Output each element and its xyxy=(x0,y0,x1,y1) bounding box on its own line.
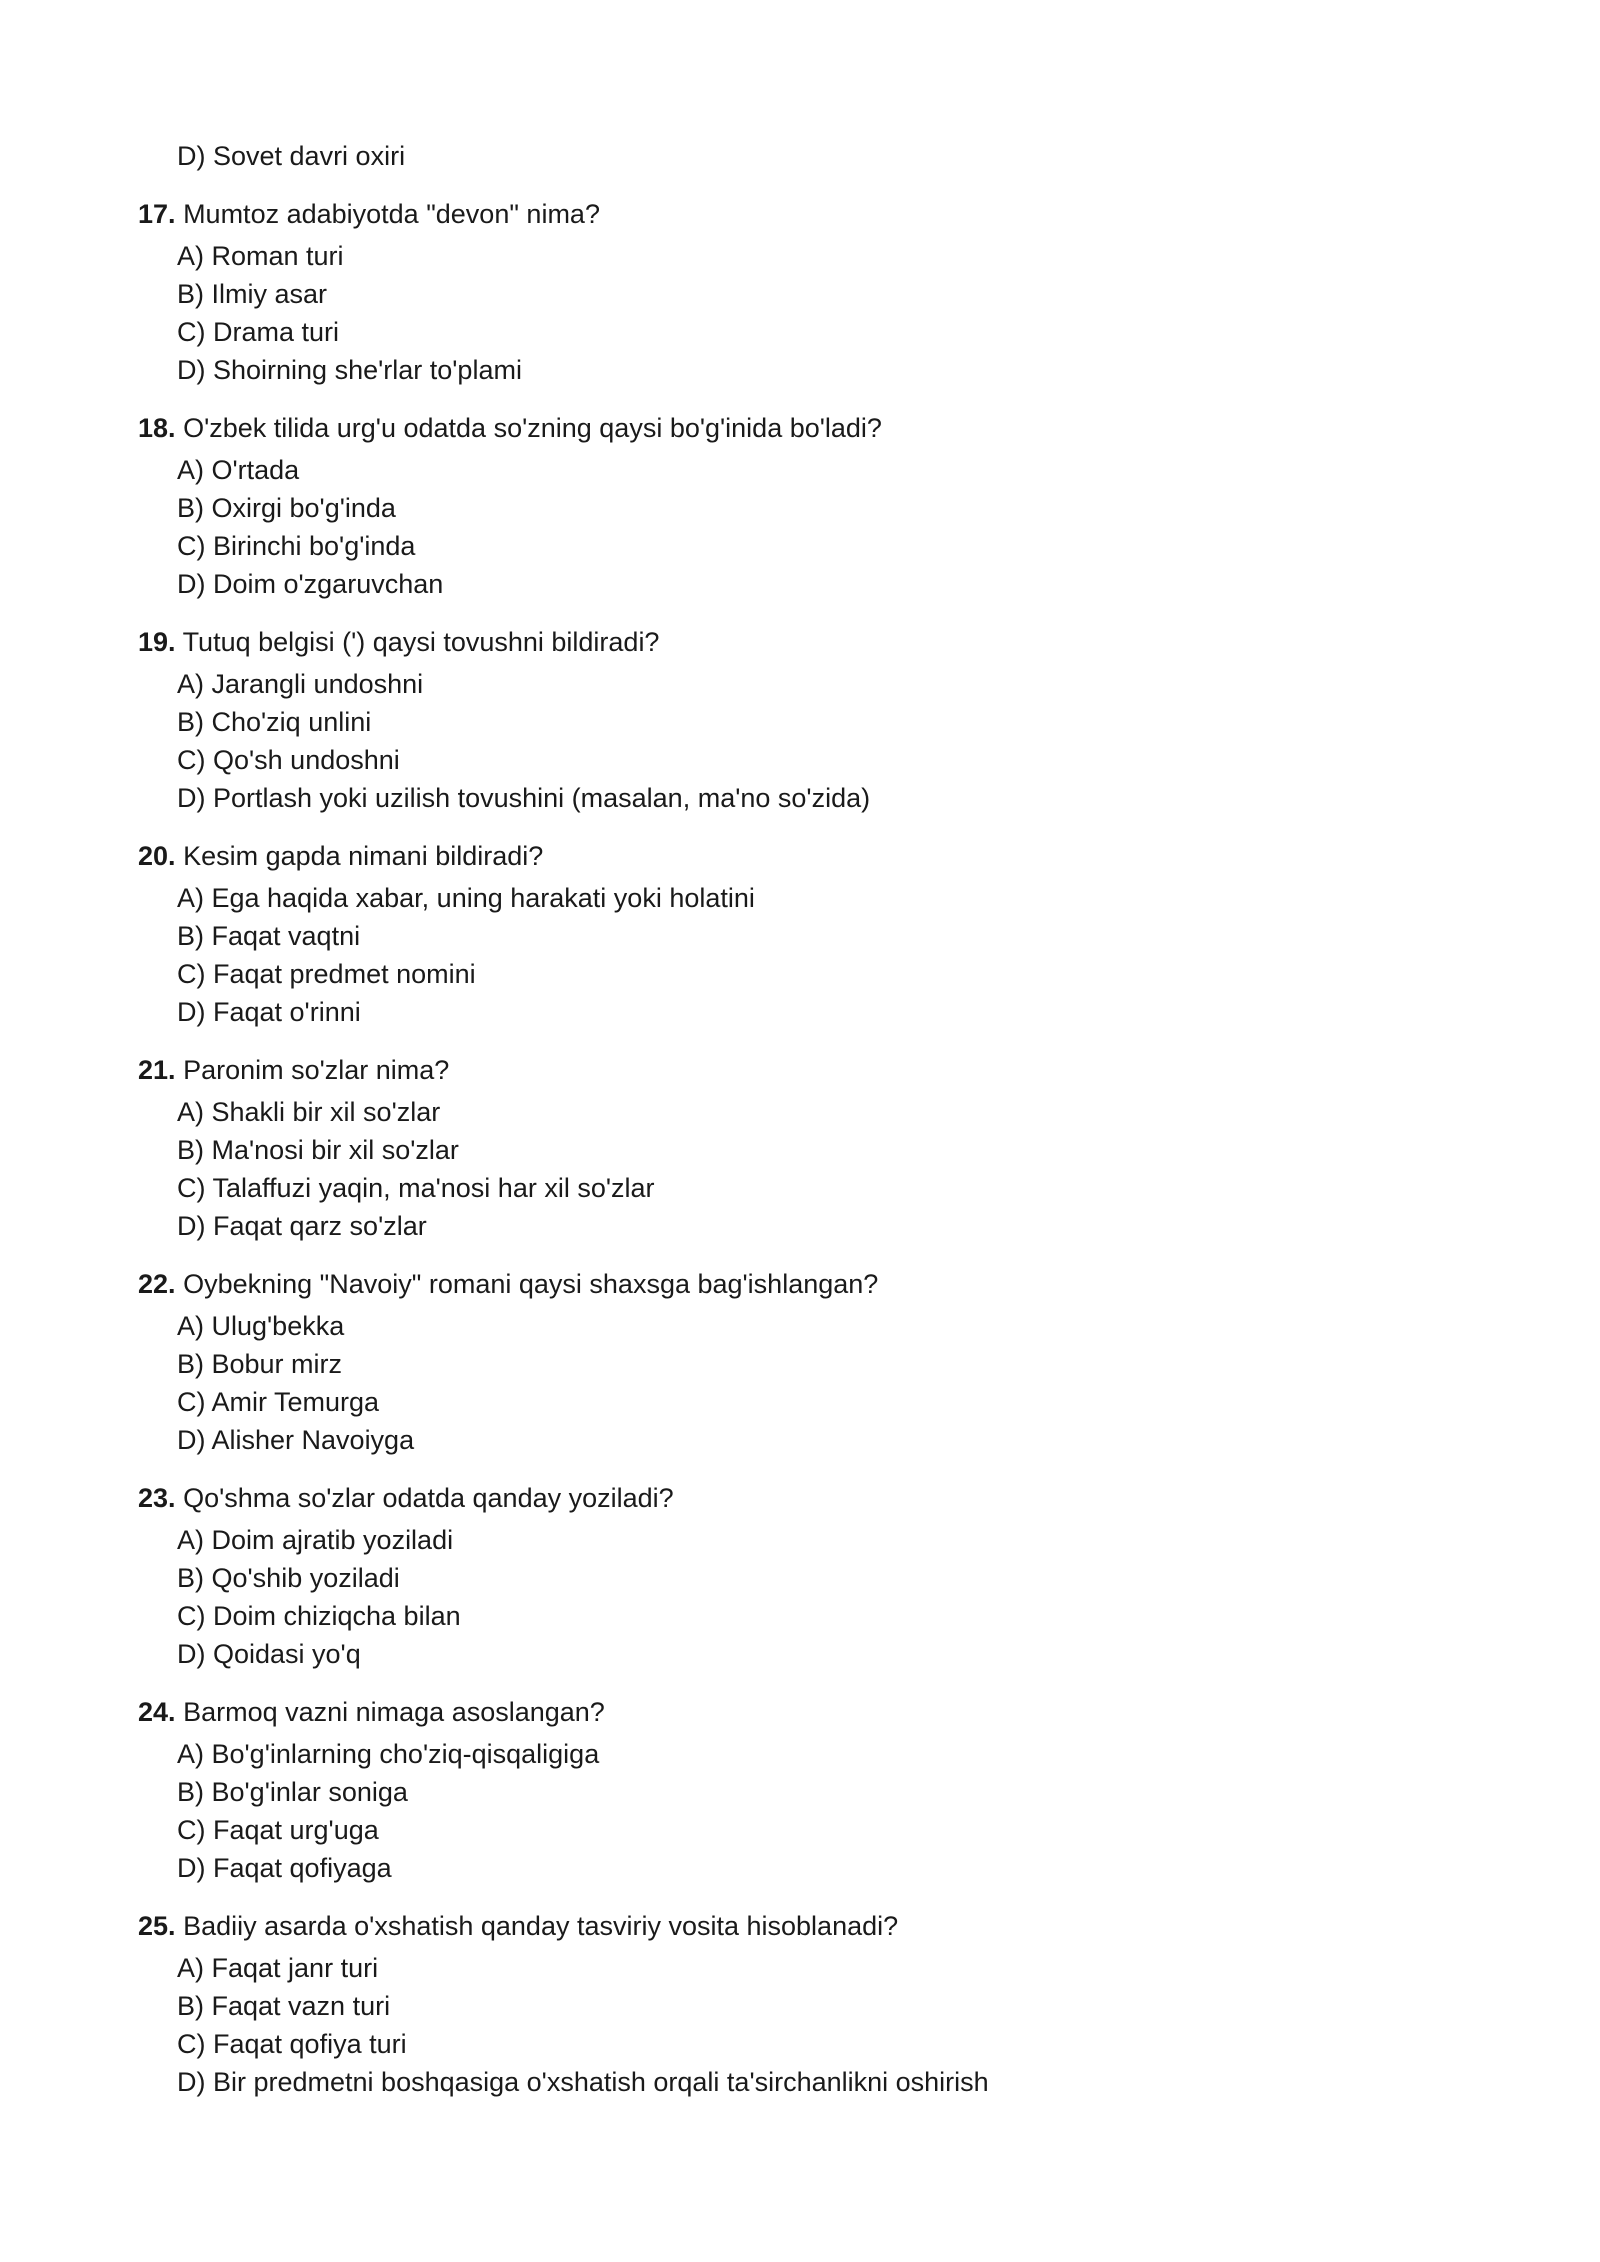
option-18-a: A) O'rtada xyxy=(177,455,300,485)
option-25-b: B) Faqat vazn turi xyxy=(177,1991,391,2021)
option-25-d: D) Bir predmetni boshqasiga o'xshatish orqali ta'sirchanlikni oshirish xyxy=(177,2067,989,2097)
option-18-b: B) Oxirgi bo'g'inda xyxy=(177,493,396,523)
question-text: Barmoq vazni nimaga asoslangan? xyxy=(183,1697,605,1727)
option-17-c: C) Drama turi xyxy=(177,317,340,347)
option-24-c: C) Faqat urg'uga xyxy=(177,1815,379,1845)
option-20-c: C) Faqat predmet nomini xyxy=(177,959,476,989)
question-text: Kesim gapda nimani bildiradi? xyxy=(183,841,544,871)
question-text: Badiiy asarda o'xshatish qanday tasviriy vosita hisoblanadi? xyxy=(183,1911,899,1941)
option-22-c: C) Amir Temurga xyxy=(177,1387,380,1417)
question-number: 20. xyxy=(138,841,176,871)
question-number: 17. xyxy=(138,199,176,229)
option-20-d: D) Faqat o'rinni xyxy=(177,997,361,1027)
question-number: 23. xyxy=(138,1483,176,1513)
option-25-c: C) Faqat qofiya turi xyxy=(177,2029,407,2059)
question-number: 21. xyxy=(138,1055,176,1085)
option-19-d: D) Portlash yoki uzilish tovushini (masalan, ma'no so'zida) xyxy=(177,783,871,813)
question-25 xyxy=(138,1909,898,1943)
option-17-a: A) Roman turi xyxy=(177,241,344,271)
option-21-b: B) Ma'nosi bir xil so'zlar xyxy=(177,1135,459,1165)
option-19-c: C) Qo'sh undoshni xyxy=(177,745,400,775)
option-24-b: B) Bo'g'inlar soniga xyxy=(177,1777,408,1807)
option-23-c: C) Doim chiziqcha bilan xyxy=(177,1601,461,1631)
question-text: Mumtoz adabiyotda "devon" nima? xyxy=(183,199,600,229)
option-25-a: A) Faqat janr turi xyxy=(177,1953,379,1983)
option-18-c: C) Birinchi bo'g'inda xyxy=(177,531,416,561)
option-21-a: A) Shakli bir xil so'zlar xyxy=(177,1097,441,1127)
question-text: Qo'shma so'zlar odatda qanday yoziladi? xyxy=(183,1483,674,1513)
option-22-d: D) Alisher Navoiyga xyxy=(177,1425,415,1455)
question-20 xyxy=(138,839,543,873)
option-20-b: B) Faqat vaqtni xyxy=(177,921,361,951)
option-17-b: B) Ilmiy asar xyxy=(177,279,328,309)
question-22 xyxy=(138,1267,878,1301)
question-18 xyxy=(138,411,882,445)
option-22-a: A) Ulug'bekka xyxy=(177,1311,345,1341)
question-23 xyxy=(138,1481,674,1515)
question-text: Tutuq belgisi (') qaysi tovushni bildiradi? xyxy=(182,627,660,657)
question-number: 18. xyxy=(138,413,176,443)
question-number: 19. xyxy=(138,627,176,657)
question-text: Oybekning "Navoiy" romani qaysi shaxsga bag'ishlangan? xyxy=(183,1269,879,1299)
option-23-b: B) Qo'shib yoziladi xyxy=(177,1563,400,1593)
question-19 xyxy=(138,625,659,659)
option-21-d: D) Faqat qarz so'zlar xyxy=(177,1211,427,1241)
option-18-d: D) Doim o'zgaruvchan xyxy=(177,569,444,599)
question-number: 22. xyxy=(138,1269,176,1299)
question-17 xyxy=(138,197,600,231)
question-21 xyxy=(138,1053,449,1087)
question-number: 25. xyxy=(138,1911,176,1941)
option-17-d: D) Shoirning she'rlar to'plami xyxy=(177,355,522,385)
option-20-a: A) Ega haqida xabar, uning harakati yoki holatini xyxy=(177,883,755,913)
question-text: Paronim so'zlar nima? xyxy=(183,1055,450,1085)
option-24-d: D) Faqat qofiyaga xyxy=(177,1853,392,1883)
question-number: 24. xyxy=(138,1697,176,1727)
option-22-b: B) Bobur mirz xyxy=(177,1349,343,1379)
option-19-a: A) Jarangli undoshni xyxy=(177,669,424,699)
question-24 xyxy=(138,1695,605,1729)
option-21-c: C) Talaffuzi yaqin, ma'nosi har xil so'zlar xyxy=(177,1173,655,1203)
option-16-d: D) Sovet davri oxiri xyxy=(177,141,406,171)
option-23-a: A) Doim ajratib yoziladi xyxy=(177,1525,454,1555)
question-text: O'zbek tilida urg'u odatda so'zning qaysi bo'g'inida bo'ladi? xyxy=(183,413,882,443)
option-23-d: D) Qoidasi yo'q xyxy=(177,1639,361,1669)
option-24-a: A) Bo'g'inlarning cho'ziq-qisqaligiga xyxy=(177,1739,600,1769)
option-19-b: B) Cho'ziq unlini xyxy=(177,707,372,737)
